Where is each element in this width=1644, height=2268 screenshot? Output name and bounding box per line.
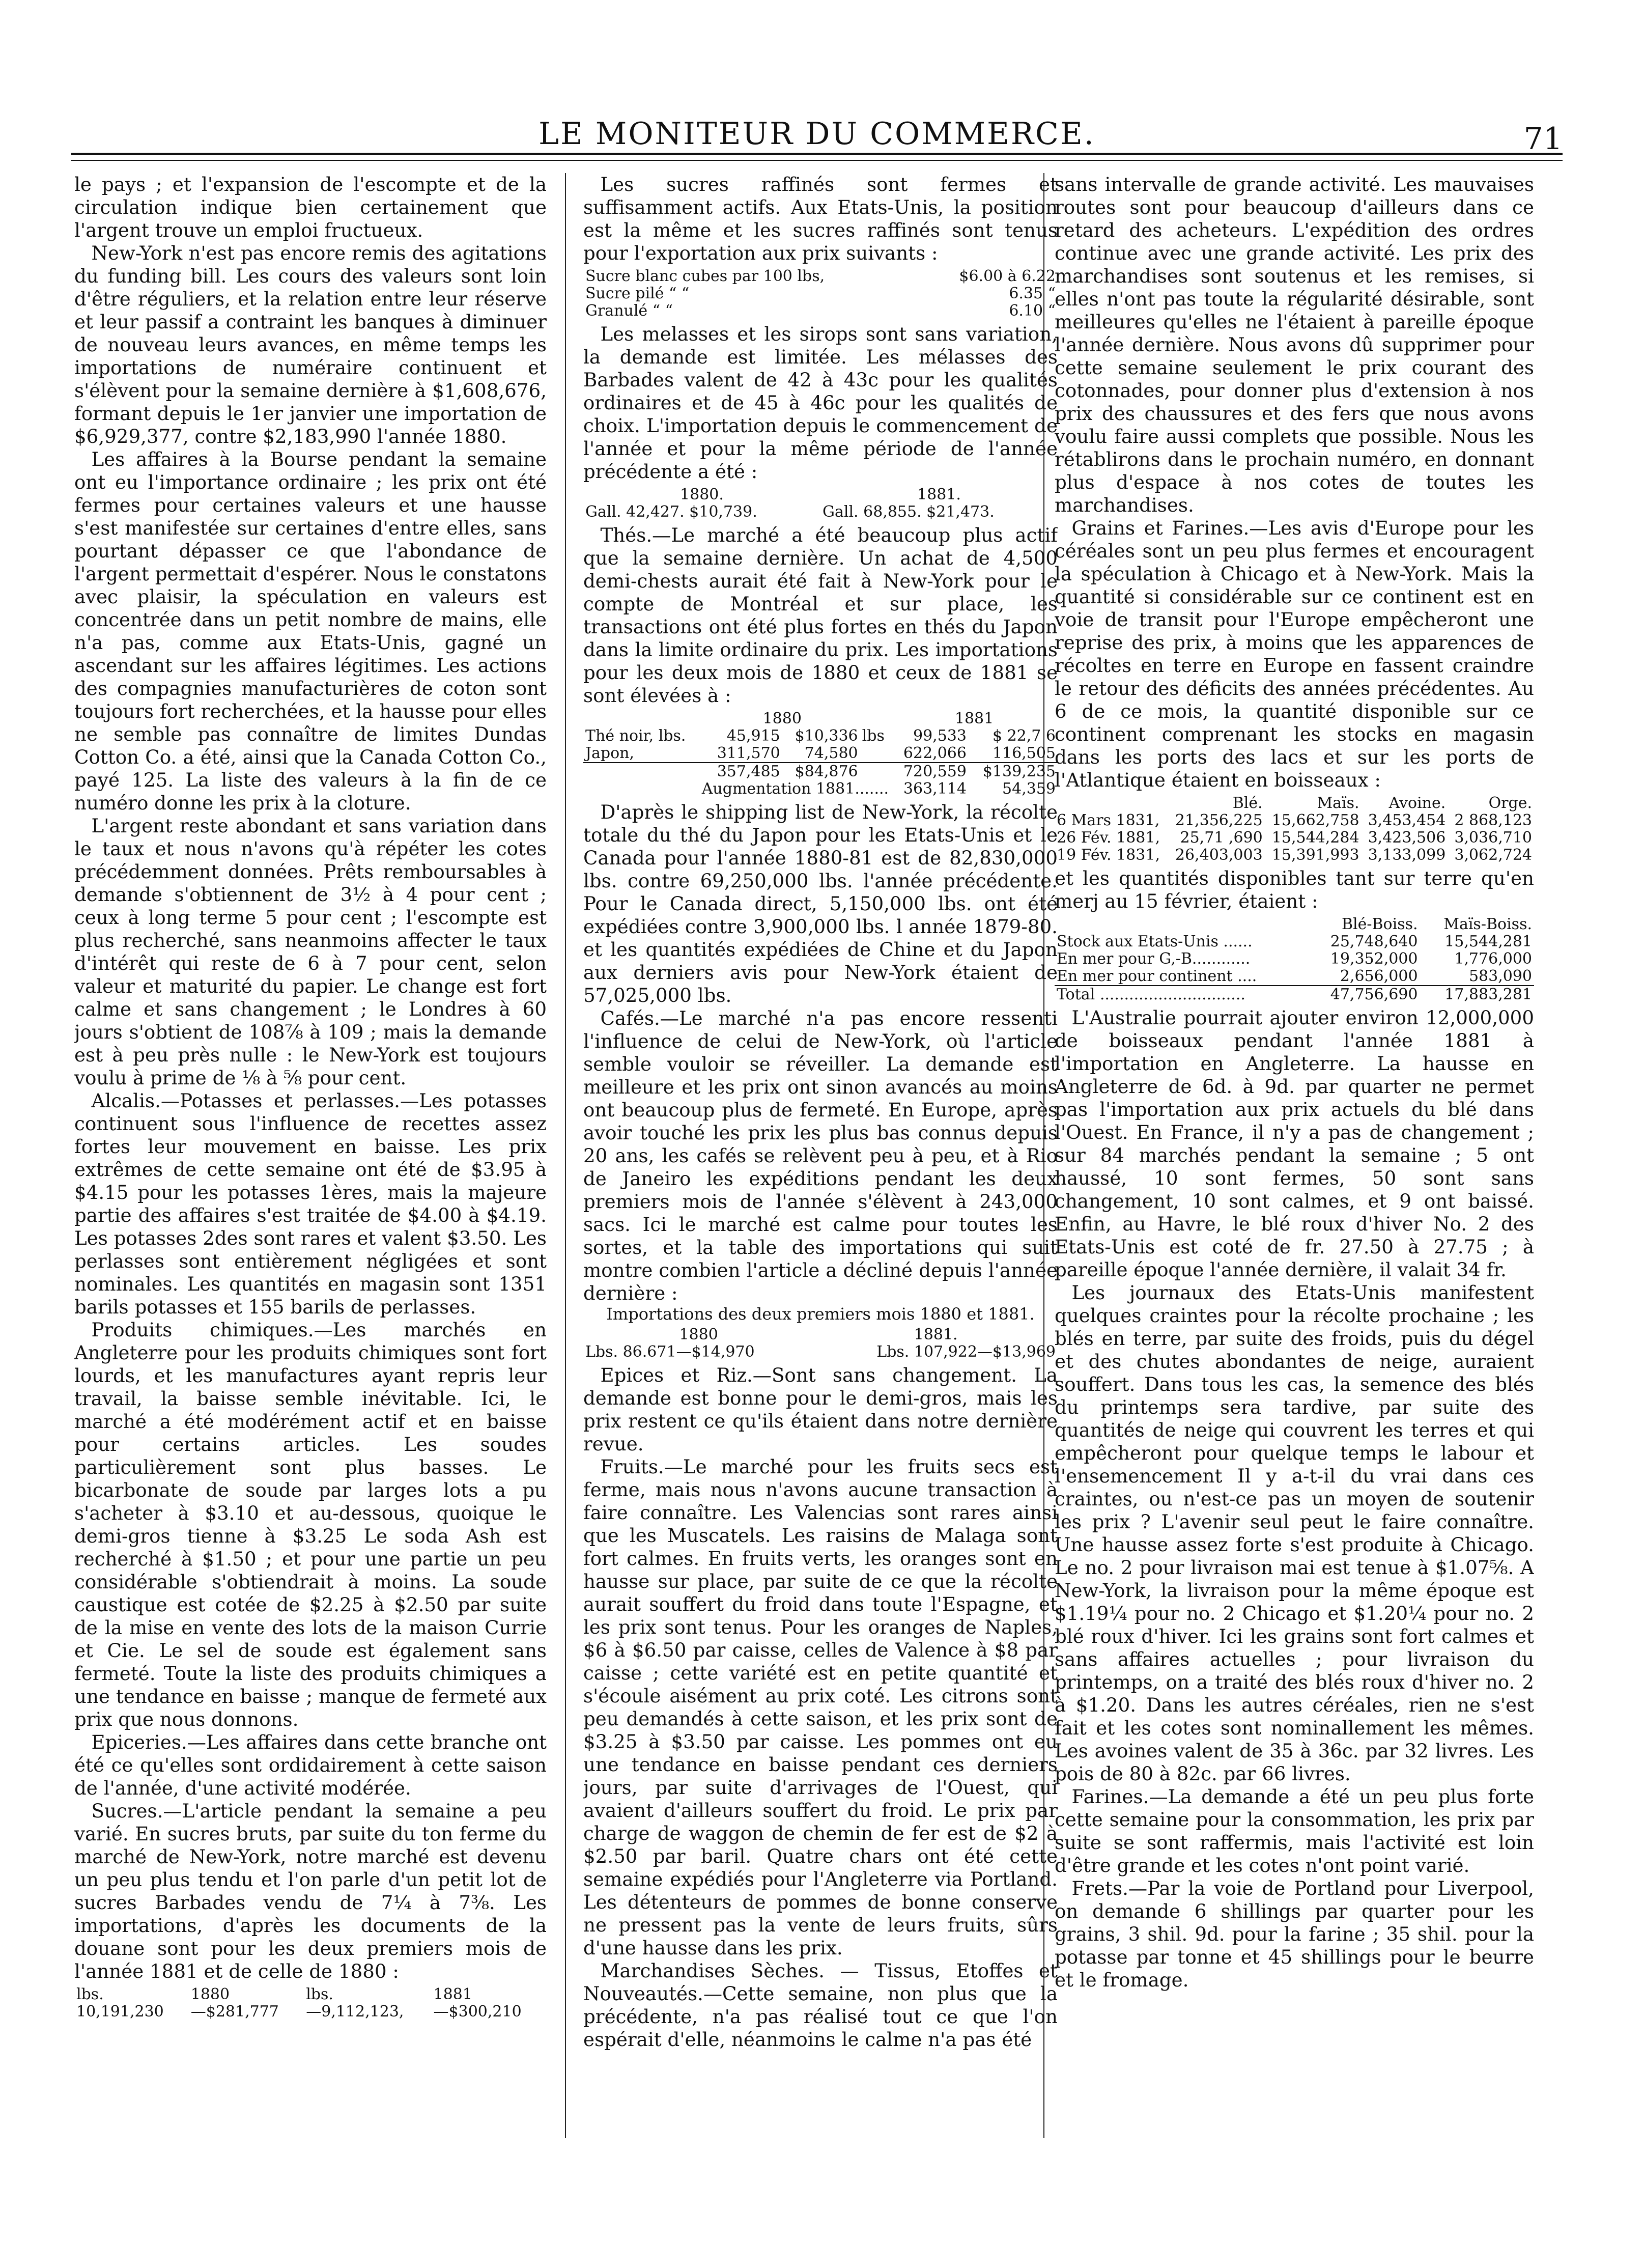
table-row — [583, 727, 1058, 745]
table-cell: 1880 — [190, 1985, 230, 2003]
paragraph: Produits chimiques.—Les marchés en Angleterre pour les produits chimiques sont fort lourds, et les manufactures ayant repris leur travail, la baisse semble inévitable. Ici, le marché a été modérément actif et en baisse pour certains articles. Les soudes particulièrement sont plus basses. Le bicarbonate de soude par larges lots a pu s'acheter à $3.10 et au-dessous, quoique le demi-gros tienne à $3.25 Le soda Ash est recherché à $1.50 ; et pour une partie un peu considérable s'obtiendrait à moins. La soude caustique est cotée de $2.25 à $2.50 par suite de la mise en vente des lots de la maison Currie et Cie. Le sel de soude est également sans fermeté. Toute la liste des produits chimiques a une tendance en baisse ; manque de fermeté aux prix que nous donnons. — [74, 1319, 547, 1730]
paragraph: Thés.—Le marché a été beaucoup plus actif que la semaine dernière. Un achat de 4,500 demi-chests aurait été fait à New-York pour le compte de Montréal et sur place, les transactions ont été plus fortes en thés du Japon dans la limite ordinaire du prix. Les importations pour les deux mois de 1880 et ceux de 1881 se sont élevées à : — [583, 524, 1058, 707]
table-cell: Augmentation 1881....... — [701, 780, 889, 798]
table-cell: 6 Mars 1831, — [1057, 811, 1160, 829]
table-row — [1055, 829, 1534, 847]
table-cell: 3,133,099 — [1368, 846, 1446, 864]
table-row — [1055, 847, 1534, 864]
table-cell: 26,403,003 — [1175, 846, 1263, 864]
table-cell: 19 Fév. 1831, — [1057, 846, 1160, 864]
table-cell: 6.10 “ — [1009, 302, 1056, 320]
table-cell: $ 22,7 6 — [992, 727, 1056, 745]
table-cell: En mer pour continent .... — [1057, 967, 1257, 985]
sugar-price-table — [583, 268, 1058, 320]
table-cell: 720,559 — [891, 763, 969, 780]
table-cell: 17,883,281 — [1420, 986, 1534, 1003]
table-cell: 15,544,284 — [1271, 829, 1359, 847]
column-divider-1 — [565, 173, 566, 2138]
table-row — [1055, 968, 1534, 986]
table-cell: Stock aux Etats-Unis ...... — [1057, 933, 1253, 950]
paragraph: Frets.—Par la voie de Portland pour Liverpool, on demande 6 shillings par quarter pour les grains, 3 shil. 9d. pour la farine ; 35 shil. pour la potasse par tonne et 45 shillings pour le beurre et le fromage. — [1055, 1877, 1534, 1991]
paragraph: Cafés.—Le marché n'a pas encore ressenti l'influence de celui de New-York, où l'article semble vouloir se réveiller. La demande est meilleure et les prix ont sinon avancés au moins ont beaucoup plus de fermeté. En Europe, après avoir touché les prix les plus bas connus depuis 20 ans, les cafés se relèvent peu à peu, et à Rio de Janeiro les expéditions pendant les deux premiers mois de l'année s'élèvent à 243,000 sacs. Ici le marché est calme pour toutes les sortes, et la table des importations qui suit montre combien l'article a décliné depuis l'année dernière : — [583, 1007, 1058, 1304]
paragraph: L'argent reste abondant et sans variation dans le taux et nous n'avons qu'à répéter les cotes précédemment données. Prêts remboursables à demande s'obtiennent de 3½ à 4 pour cent ; ceux à long terme 5 pour cent ; l'escompte est plus recherché, sans neanmoins affecter le taux d'intérêt qui reste de 6 à 7 pour cent, selon valeur et maturité du papier. Le change est fort calme et sans changement ; le Londres à 60 jours s'obtient de 108⅞ à 109 ; mais la demande est à peu près nulle : le New-York est toujours voulu à prime de ⅛ à ⅝ pour cent. — [74, 815, 547, 1089]
paragraph: sans intervalle de grande activité. Les mauvaises routes sont pour beaucoup d'ailleurs dans ce retard des acheteurs. L'expédition des ordres continue avec une grande activité. Les prix des marchandises sont soutenus et les remises, si elles n'ont pas toute la régularité désirable, sont meilleures qu'elles ne l'étaient à pareille époque l'année dernière. Nous avons dû supprimer pour cette semaine seulement le prix courant des cotonnades, pour donner plus d'extension à nos prix des chaussures et des fers que nous avons voulu faire aussi complets que possible. Nous les rétablirons dans le prochain numéro, en donnant plus d'espace à nos cotes de toutes les marchandises. — [1055, 173, 1534, 516]
table-row — [1055, 795, 1534, 812]
column-3 — [1055, 173, 1534, 2138]
paragraph: Les journaux des Etats-Unis manifestent quelques craintes pour la récolte prochaine ; les blés en terre, par suite des froids, puis du dégel et des chutes abondantes de neige, auraient souffert. Dans tous les cas, la semence des blés du printemps sera tardive, par suite des quantités de neige qui couvrent les terres et qui empêcheront pour quelque temps le labour et l'ensemencement Il y a-t-il du vrai dans ces craintes, ou n'est-ce pas un moyen de soutenir les prix ? L'avenir seul peut le faire connaître. Une hausse assez forte s'est produite à Chicago. Le no. 2 pour livraison mai est tenue à $1.07⅝. A New-York, la livraison pour la même époque est $1.19¼ pour no. 2 Chicago et $1.20¼ pour no. 2 blé roux d'hiver. Ici les grains sont fort calmes et sans affaires actuelles ; pour livraison du printemps, on a traité des blés roux d'hiver no. 2 à $1.20. Dans les autres céréales, rien ne s'est fait et les cotes sont nominallement les mêmes. Les avoines valent de 35 à 36c. par 32 livres. Les pois de 80 à 82c. par 66 livres. — [1055, 1281, 1534, 1785]
header-rule-bottom — [71, 160, 1563, 161]
table-row — [1055, 950, 1534, 968]
paragraph: Epiceries.—Les affaires dans cette branche ont été ce qu'elles sont ordidairement à cette saison de l'année, d'une activité modérée. — [74, 1731, 547, 1799]
table-cell — [1055, 795, 1168, 812]
paragraph: Farines.—La demande a été un peu plus forte cette semaine pour la consommation, les prix par suite se sont raffermis, mais l'activité est loin d'être grande et les cotes n'ont point varié. — [1055, 1785, 1534, 1877]
table-row — [583, 745, 1058, 763]
coffee-table-title: Importations des deux premiers mois 1880 et 1881. — [606, 1304, 1035, 1324]
table-cell: 3,453,454 — [1368, 811, 1446, 829]
table-cell: lbs — [862, 727, 885, 745]
table-cell: Japon, — [585, 744, 635, 762]
paragraph: Marchandises Sèches. — Tissus, Etoffes et Nouveautés.—Cette semaine, non plus que la précédente, n'a pas réalisé tout ce que l'on espérait d'elle, néanmoins le calme n'a pas été — [583, 1959, 1058, 2051]
column-1 — [74, 173, 547, 2138]
table-cell: 25,71 ,690 — [1180, 829, 1263, 847]
table-cell: 1881. — [914, 1326, 958, 1343]
table-cell — [860, 763, 891, 780]
table-cell: Thé noir, lbs. — [585, 727, 686, 745]
table-cell: 1,776,000 — [1454, 950, 1532, 968]
table-cell: 1881. — [917, 486, 961, 503]
table-cell: 99,533 — [913, 727, 967, 745]
table-cell: —9,112,123, — [306, 2003, 404, 2021]
table-cell: 3,036,710 — [1454, 829, 1532, 847]
table-cell: 1881 — [954, 710, 994, 727]
table-cell: 622,066 — [903, 744, 967, 762]
table-cell: —$300,210 — [433, 2003, 522, 2021]
table-cell: 1880. — [680, 486, 724, 503]
table-cell: 15,391,993 — [1271, 846, 1359, 864]
paragraph: Les melasses et les sirops sont sans variation, la demande est limitée. Les mélasses des Barbades valent de 42 à 43c pour les qualités ordinaires et de 45 à 46c pour les qualités de choix. L'importation depuis le commencement de l'année et pour la même période de l'année précédente a été : — [583, 323, 1058, 483]
table-cell: Granulé “ “ — [585, 302, 673, 320]
table-cell: Maïs. — [1317, 794, 1359, 812]
table-row — [1055, 916, 1534, 933]
paragraph: et les quantités disponibles tant sur terre qu'en merj au 15 février, étaient : — [1055, 867, 1534, 912]
page-title: LE MONITEUR DU COMMERCE. — [538, 116, 1095, 152]
grain-stock-table — [1055, 795, 1534, 864]
table-row — [583, 780, 1058, 798]
table-cell: —$281,777 — [190, 2003, 279, 2021]
table-cell: 583,090 — [1468, 967, 1532, 985]
table-cell: 116,505 — [992, 744, 1056, 762]
page-number: 71 — [1523, 121, 1563, 157]
table-cell: 3,062,724 — [1454, 846, 1532, 864]
page-header — [71, 116, 1563, 157]
table-cell: Sucre blanc cubes par 100 lbs, — [585, 267, 825, 285]
table-row — [583, 285, 1058, 302]
table-cell: 357,485 — [704, 763, 782, 780]
table-cell: Blé. — [1232, 794, 1263, 812]
tea-import-table — [583, 710, 1058, 798]
table-cell: $6.00 à 6.22 — [959, 267, 1056, 285]
table-cell: 1880 — [679, 1326, 718, 1343]
paragraph: Alcalis.—Potasses et perlasses.—Les potasses continuent sous l'influence de recettes assez fortes leur mouvement en baisse. Les prix extrêmes de cette semaine ont été de $3.95 à $4.15 pour les potasses 1ères, mais la majeure partie des affaires s'est traitée de $4.00 à $4.19. Les potasses 2des sont rares et valent $3.50. Les perlasses sont entièrement négligées et sont nominales. Les quantités en magasin sont 1351 barils potasses et 155 barils de perlasses. — [74, 1089, 547, 1318]
table-row — [583, 268, 1058, 285]
paragraph: Epices et Riz.—Sont sans changement. La demande est bonne pour le demi-gros, mais les prix restent ce qu'ils étaient dans notre dernière revue. — [583, 1364, 1058, 1455]
table-cell: $139,235 — [969, 763, 1058, 780]
paragraph: Sucres.—L'article pendant la semaine a peu varié. En sucres bruts, par suite du ton ferme du marché de New-York, notre marché est devenu un peu plus tendu et l'on parle d'un petit lot de sucres Barbades vendu de 7¼ à 7⅜. Les importations, d'après les documents de la douane sont pour les deux premiers mois de l'année 1881 et de celle de 1880 : — [74, 1800, 547, 1982]
column-2 — [583, 173, 1058, 2138]
paragraph: Fruits.—Le marché pour les fruits secs est ferme, mais nous n'avons aucune transaction à faire connaître. Les Valencias sont rares ainsi que les Muscatels. Les raisins de Malaga sont fort calmes. En fruits verts, les oranges sont en hausse sur place, par suite de ce que la récolte aurait souffert du froid dans toute l'Espagne, et les prix sont tenus. Pour les oranges de Naples, $6 à $6.50 par caisse, celles de Valence à $8 par caisse ; cette variété est en petite quantité et s'écoule aisément au prix coté. Les citrons sont peu demandés à cette saison, et les prix sont de $3.25 à $3.50 par caisse. Les pommes ont eu une tendance en baisse pendant ces derniers jours, par suite d'arrivages de l'Ouest, qui avaient d'ailleurs souffert du froid. Le prix par charge de waggon de chemin de fer est de $2 à $2.50 par baril. Quatre chars ont été cette semaine expédiés pour l'Angleterre via Portland. Les détenteurs de pommes de bonne conserve ne pressent pas la vente de leurs fruits, sûrs d'une hausse dans les prix. — [583, 1455, 1058, 1959]
table-cell: Blé-Boiss. — [1341, 915, 1418, 933]
table-cell: 19,352,000 — [1330, 950, 1418, 968]
table-cell: 2 868,123 — [1454, 811, 1532, 829]
table-cell: Gall. 42,427. $10,739. — [585, 503, 757, 521]
table-cell: Avoine. — [1388, 794, 1446, 812]
table-cell: 10,191,230 — [76, 2003, 164, 2021]
table-cell: 2,656,000 — [1340, 967, 1418, 985]
sugar-import-table — [74, 1986, 547, 2021]
table-row — [1055, 986, 1534, 1003]
table-cell — [583, 763, 704, 780]
stock-table — [1055, 916, 1534, 1003]
table-row — [583, 763, 1058, 780]
table-cell — [860, 745, 891, 763]
paragraph: L'Australie pourrait ajouter environ 12,000,000 de boisseaux pendant l'année 1881 à l'importation en Angleterre. La hausse en Angleterre de 6d. à 9d. par quarter ne permet pas l'importation aux prix actuels du blé dans l'Ouest. En France, il n'y a pas de changement ; sur 84 marchés pendant la semaine ; 5 ont haussé, 10 sont fermes, 50 sont sans changement, 10 sont calmes, et 9 ont baissé. Enfin, au Havre, le blé roux d'hiver No. 2 des Etats-Unis est coté de fr. 27.50 à 27.75 ; à pareille époque l'année dernière, il valait 34 fr. — [1055, 1006, 1534, 1281]
paragraph: Grains et Farines.—Les avis d'Europe pour les céréales sont un peu plus fermes et encouragent la spéculation à Chicago et à New-York. Mais la quantité si considérable sur ce continent est en voie de transit pour l'Europe empêcheront une reprise des prix, à moins que les apparences de récoltes en terre en Europe en fassent craindre le retour des déficits des années précédentes. Au 6 de ce mois, la quantité disponible sur ce continent comprenant les stocks en magasin dans les ports des lacs et sur les ports de l'Atlantique étaient en boisseaux : — [1055, 517, 1534, 791]
paragraph: D'après le shipping list de New-York, la récolte totale du thé du Japon pour les Etats-Unis et le Canada pour l'année 1880-81 est de 82,830,000 lbs. contre 69,250,000 lbs. l'année précédente. Pour le Canada direct, 5,150,000 lbs. ont été expédiées contre 3,900,000 lbs. l année 1879-80. et les quantités expédiées de Chine et du Japon aux derniers avis pour New-York étaient de 57,025,000 lbs. — [583, 801, 1058, 1006]
table-cell: 26 Fév. 1881, — [1057, 829, 1160, 847]
paragraph: Les sucres raffinés sont fermes et suffisamment actifs. Aux Etats-Unis, la position est la même et les sucres raffinés sont tenus pour l'exportation aux prix suivants : — [583, 173, 1058, 264]
coffee-table — [583, 1326, 1058, 1361]
table-cell: Total .............................. — [1055, 986, 1307, 1003]
table-cell: Maïs-Boiss. — [1443, 915, 1532, 933]
table-cell: 45,915 — [726, 727, 780, 745]
table-cell: 1881 — [433, 1985, 472, 2003]
table-cell: 6.35 “ — [1009, 285, 1056, 302]
paragraph: New-York n'est pas encore remis des agitations du funding bill. Les cours des valeurs sont loin d'être réguliers, et la relation entre leur réserve et leur passif a contraint les banques à diminuer de nouveau leurs avances, en même temps les importations de numéraire continuent et s'élèvent pour la semaine dernière à $1,608,676, formant depuis le 1er janvier une importation de $6,929,377, contre $2,183,990 l'année 1880. — [74, 242, 547, 447]
table-cell: 47,756,690 — [1307, 986, 1420, 1003]
table-cell: 21,356,225 — [1175, 811, 1263, 829]
table-cell: En mer pour G,-B............ — [1057, 950, 1251, 968]
paragraph: le pays ; et l'expansion de l'escompte et de la circulation indique bien certainement que l'argent trouve un emploi fructueux. — [74, 173, 547, 241]
table-cell: 363,114 — [903, 780, 967, 798]
paragraph: Les affaires à la Bourse pendant la semaine ont eu l'importance ordinaire ; les prix ont été fermes pour certaines valeurs et une hausse s'est manifestée sur certaines d'entre elles, sans pourtant dépasser ce que l'abondance de l'argent permettait d'espérer. Nous le constatons avec plaisir, la spéculation en valeurs est concentrée dans un petit nombre de mains, elle n'a pas, comme aux Etats-Unis, gagné un ascendant sur les affaires légitimes. Les actions des compagnies manufacturières de coton sont toujours fort recherchées, et la hausse pour elles ne semble pas connaître de limites Dundas Cotton Co. a été, ainsi que la Canada Cotton Co., payé 125. La liste des valeurs à la fin de ce numéro donne les prix à la cloture. — [74, 448, 547, 814]
table-row — [583, 302, 1058, 320]
table-row — [1055, 812, 1534, 829]
table-cell: 15,544,281 — [1444, 933, 1532, 950]
table-cell: Lbs. 107,922—$13,969 — [876, 1343, 1056, 1361]
table-cell: 311,570 — [717, 744, 780, 762]
table-cell: $84,876 — [782, 763, 860, 780]
header-rule-top — [71, 153, 1563, 155]
table-cell: lbs. — [306, 1985, 333, 2003]
table-cell: Orge. — [1488, 794, 1532, 812]
table-cell: 54,359 — [1002, 780, 1056, 798]
table-row — [1055, 933, 1534, 950]
table-cell: 74,580 — [804, 744, 858, 762]
table-cell: Gall. 68,855. $21,473. — [823, 503, 995, 521]
table-cell: Lbs. 86.671—$14,970 — [585, 1343, 755, 1361]
table-cell: 15,662,758 — [1271, 811, 1359, 829]
table-cell: 25,748,640 — [1330, 933, 1418, 950]
table-cell: 1880 — [762, 710, 802, 727]
molasses-table — [583, 486, 1058, 521]
table-cell: Sucre pilé “ “ — [585, 285, 690, 302]
table-cell: 3,423,506 — [1368, 829, 1446, 847]
table-cell: $10,336 — [795, 727, 858, 745]
table-cell: lbs. — [76, 1985, 104, 2003]
table-cell — [1055, 916, 1307, 933]
